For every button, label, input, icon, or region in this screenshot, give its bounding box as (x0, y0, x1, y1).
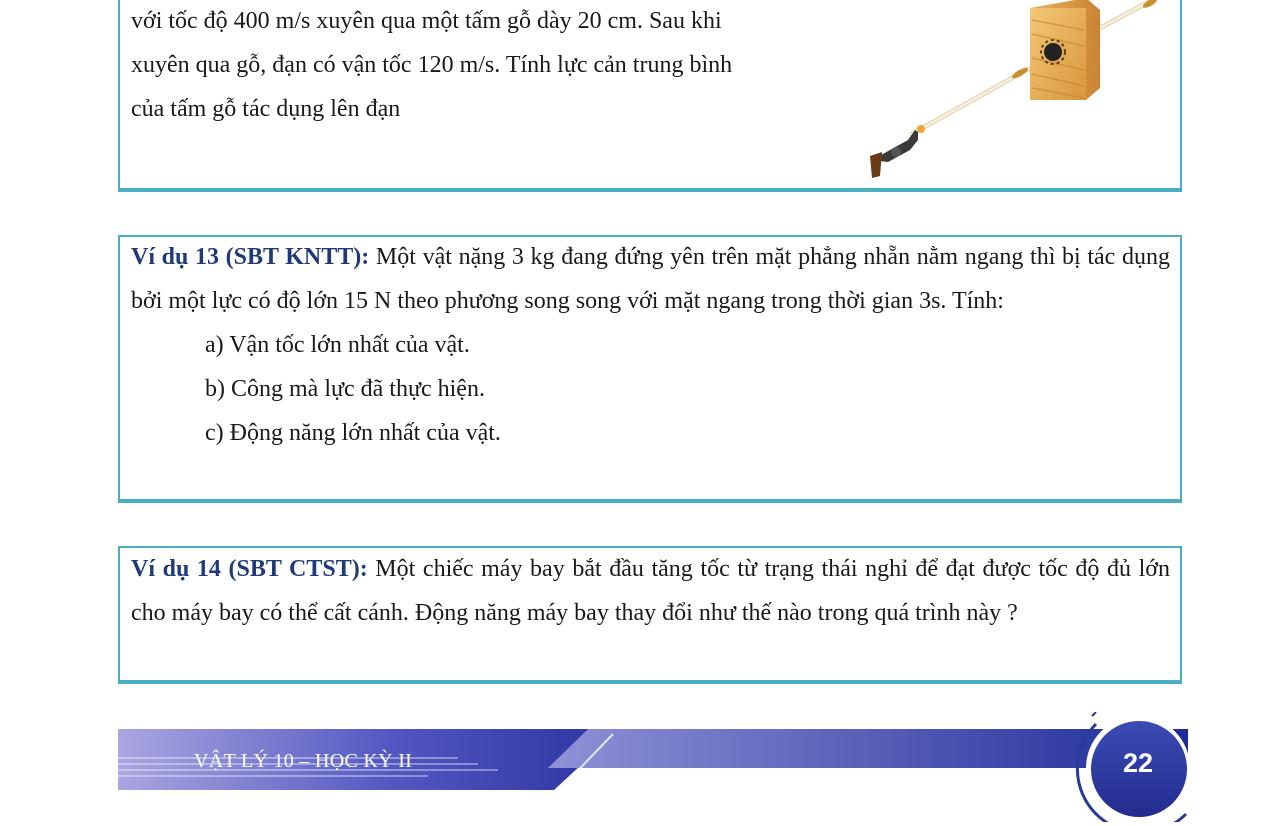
example-13-item-b: b) Công mà lực đã thực hiện. (205, 376, 485, 402)
example-12-text (131, 0, 844, 131)
example-13-label: Ví dụ 13 (SBT KNTT): (131, 244, 370, 270)
page-number: 22 (1122, 748, 1154, 778)
example-13-paragraph (131, 235, 1170, 323)
example-14-box (118, 546, 1182, 684)
example-13-body: Một vật nặng 3 kg đang đứng yên trên mặt phẳng nhẵn nằm ngang thì bị tác dụng bởi một lực có độ lớn 15 N theo phương song song với mặt ngang trong thời gian 3s. Tính: (131, 244, 1170, 314)
example-14-body: Một chiếc máy bay bắt đầu tăng tốc từ trạng thái nghỉ để đạt được tốc độ đủ lớn cho máy bay có thể cất cánh. Động năng máy bay thay đổi như thế nào trong quá trình này ? (131, 556, 1170, 626)
footer-title: VẬT LÝ 10 – HỌC KỲ II (194, 750, 413, 772)
example-13-box (118, 235, 1182, 503)
bullet-icon (1011, 66, 1030, 80)
gun-icon (870, 125, 925, 178)
example-12-line: với tốc độ 400 m/s xuyên qua một tấm gỗ dày 20 cm. Sau khi (131, 8, 722, 34)
example-13-text (131, 235, 1170, 455)
example-14-label: Ví dụ 14 (SBT CTST): (131, 556, 368, 582)
bullet-hole-icon (1044, 43, 1062, 61)
page-footer (118, 712, 1188, 822)
example-13-item-a: a) Vận tốc lớn nhất của vật. (205, 332, 470, 358)
example-12-line: của tấm gỗ tác dụng lên đạn (131, 96, 401, 122)
example-12-line: xuyên qua gỗ, đạn có vận tốc 120 m/s. Tính lực cản trung bình (131, 52, 733, 78)
example-13-item-c: c) Động năng lớn nhất của vật. (205, 420, 501, 446)
bullet-icon (1142, 0, 1159, 10)
gun-wood-block-illustration (860, 0, 1180, 190)
wood-block (1030, 0, 1100, 100)
example-14-text (131, 547, 1170, 635)
